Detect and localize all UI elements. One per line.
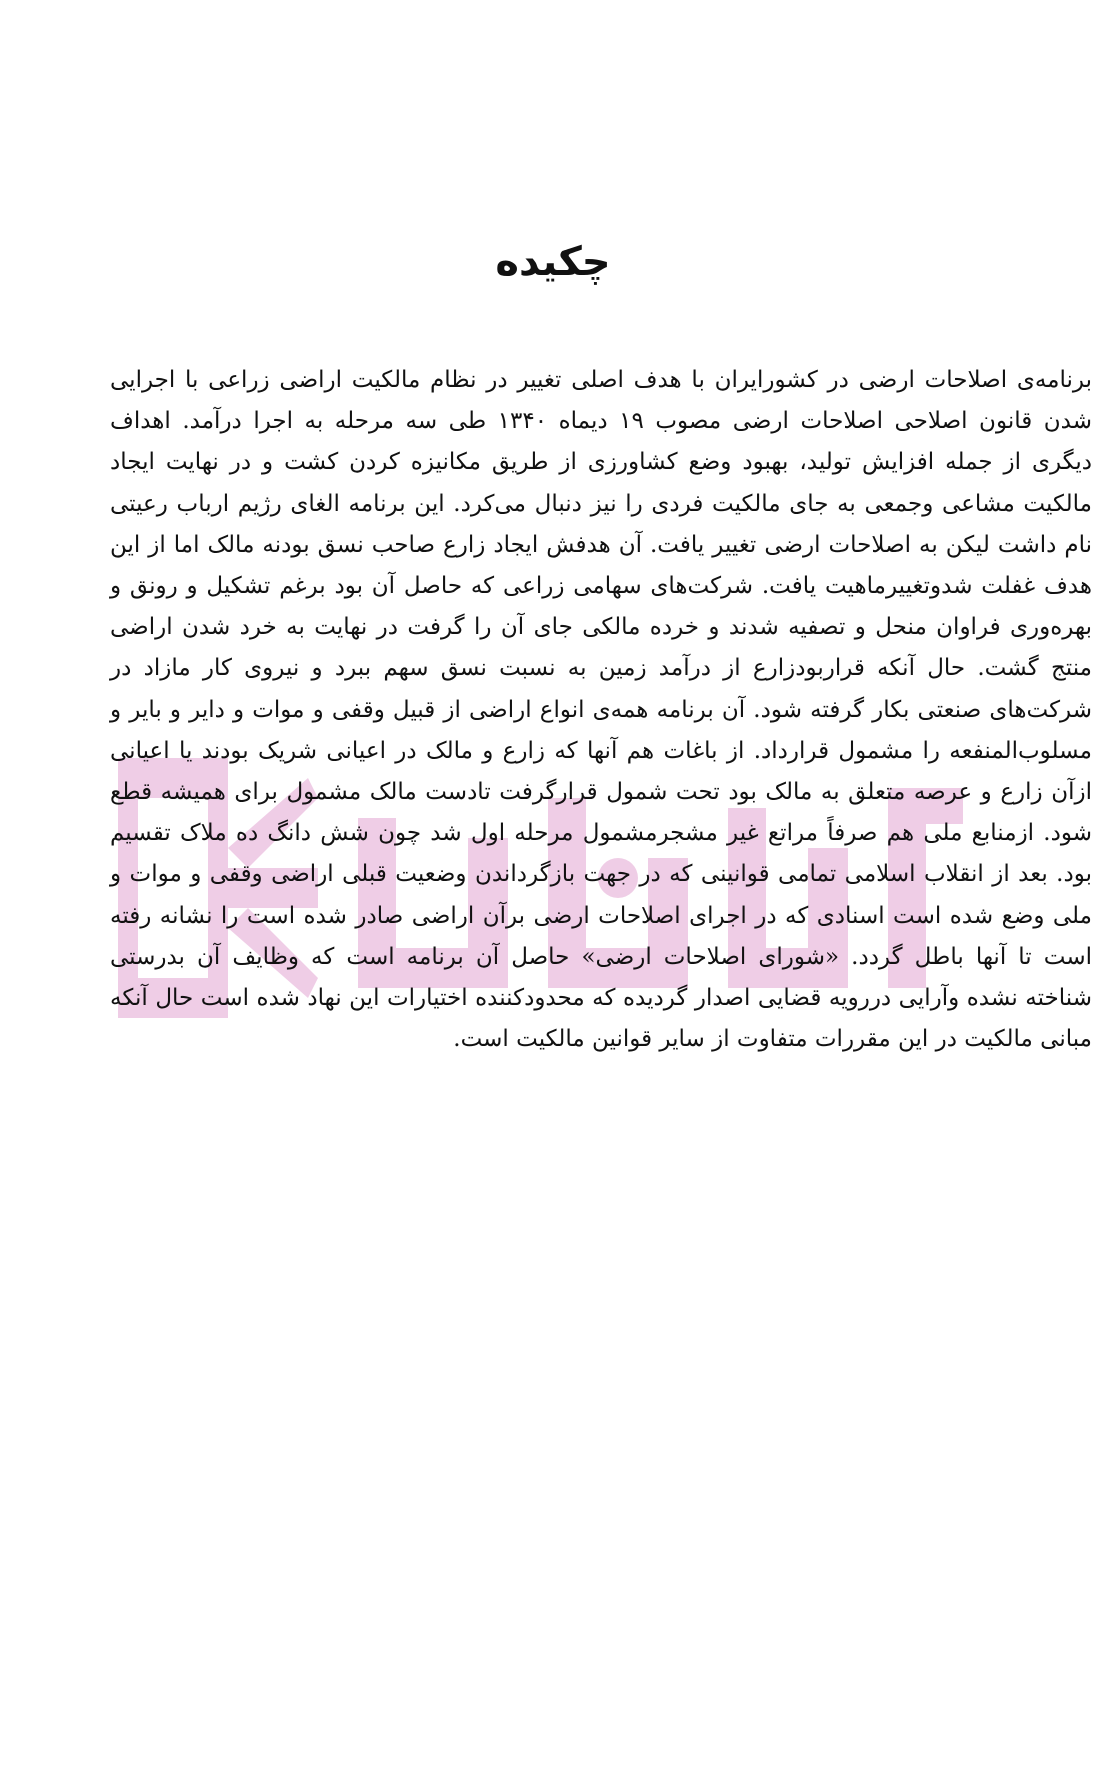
- abstract-body: برنامه‌ی اصلاحات ارضی در کشورایران با هدف اصلی تغییر در نظام مالکیت اراضی زراعی با اجرایی شدن قانون اصلاحی اصلاحات ارضی مصوب ۱۹ دیماه ۱۳۴۰ طی سه مرحله به اجرا درآمد. اهداف دیگری از جمله افزایش تولید، بهبود وضع کشاورزی از طریق مکانیزه کردن کشت و در نهایت ایجاد مالکیت مشاعی وجمعی به جای مالکیت فردی را نیز دنبال می‌کرد. این برنامه الغای رژیم ارباب رعیتی نام داشت لیکن به اصلاحات ارضی تغییر یافت. آن هدفش ایجاد زارع صاحب نسق بودنه مالک اما از این هدف غفلت شدوتغییرماهیت یافت. شرکت‌های سهامی زراعی که حاصل آن بود برغم تشکیل و رونق و بهره‌وری فراوان منحل و تصفیه شدند و خرده مالکی جای آن را گرفت در نهایت به خرد شدن اراضی منتج گشت. حال آنکه قراربودزارع از درآمد زمین به نسبت نسق سهم ببرد و نیروی کار مازاد در شرکت‌های صنعتی بکار گرفته شود. آن برنامه همه‌ی انواع اراضی از قبیل وقفی و موات و دایر و بایر و مسلوب‌المنفعه را مشمول قرارداد. از باغات هم آنها که زارع و مالک در اعیانی شریک بودند یا اعیانی ازآن زارع و عرصه متعلق به مالک بود تحت شمول قرارگرفت تادست مالک مشمول برای همیشه قطع شود. ازمنابع ملی هم صرفاً مراتع غیر مشجرمشمول مرحله اول شد چون شش دانگ ده ملاک تقسیم بود. بعد از انقلاب اسلامی تمامی قوانینی که در جهت بازگرداندن وضعیت قبلی اراضی وقفی و موات و ملی وضع شده است اسنادی که در اجرای اصلاحات ارضی برآن اراضی صادر شده است را نشانه رفته است تا آنها باطل گردد. «شورای اصلاحات ارضی» حاصل آن برنامه است که وظایف آن بدرستی شناخته نشده وآرایی دررویه قضایی اصدار گردیده که محدودکننده اختیارات این نهاد شده است حال آنکه مبانی مالکیت در این مقررات متفاوت از سایر قوانین مالکیت است.: [110, 367, 1092, 1053]
- abstract-title: چکیده: [495, 239, 611, 285]
